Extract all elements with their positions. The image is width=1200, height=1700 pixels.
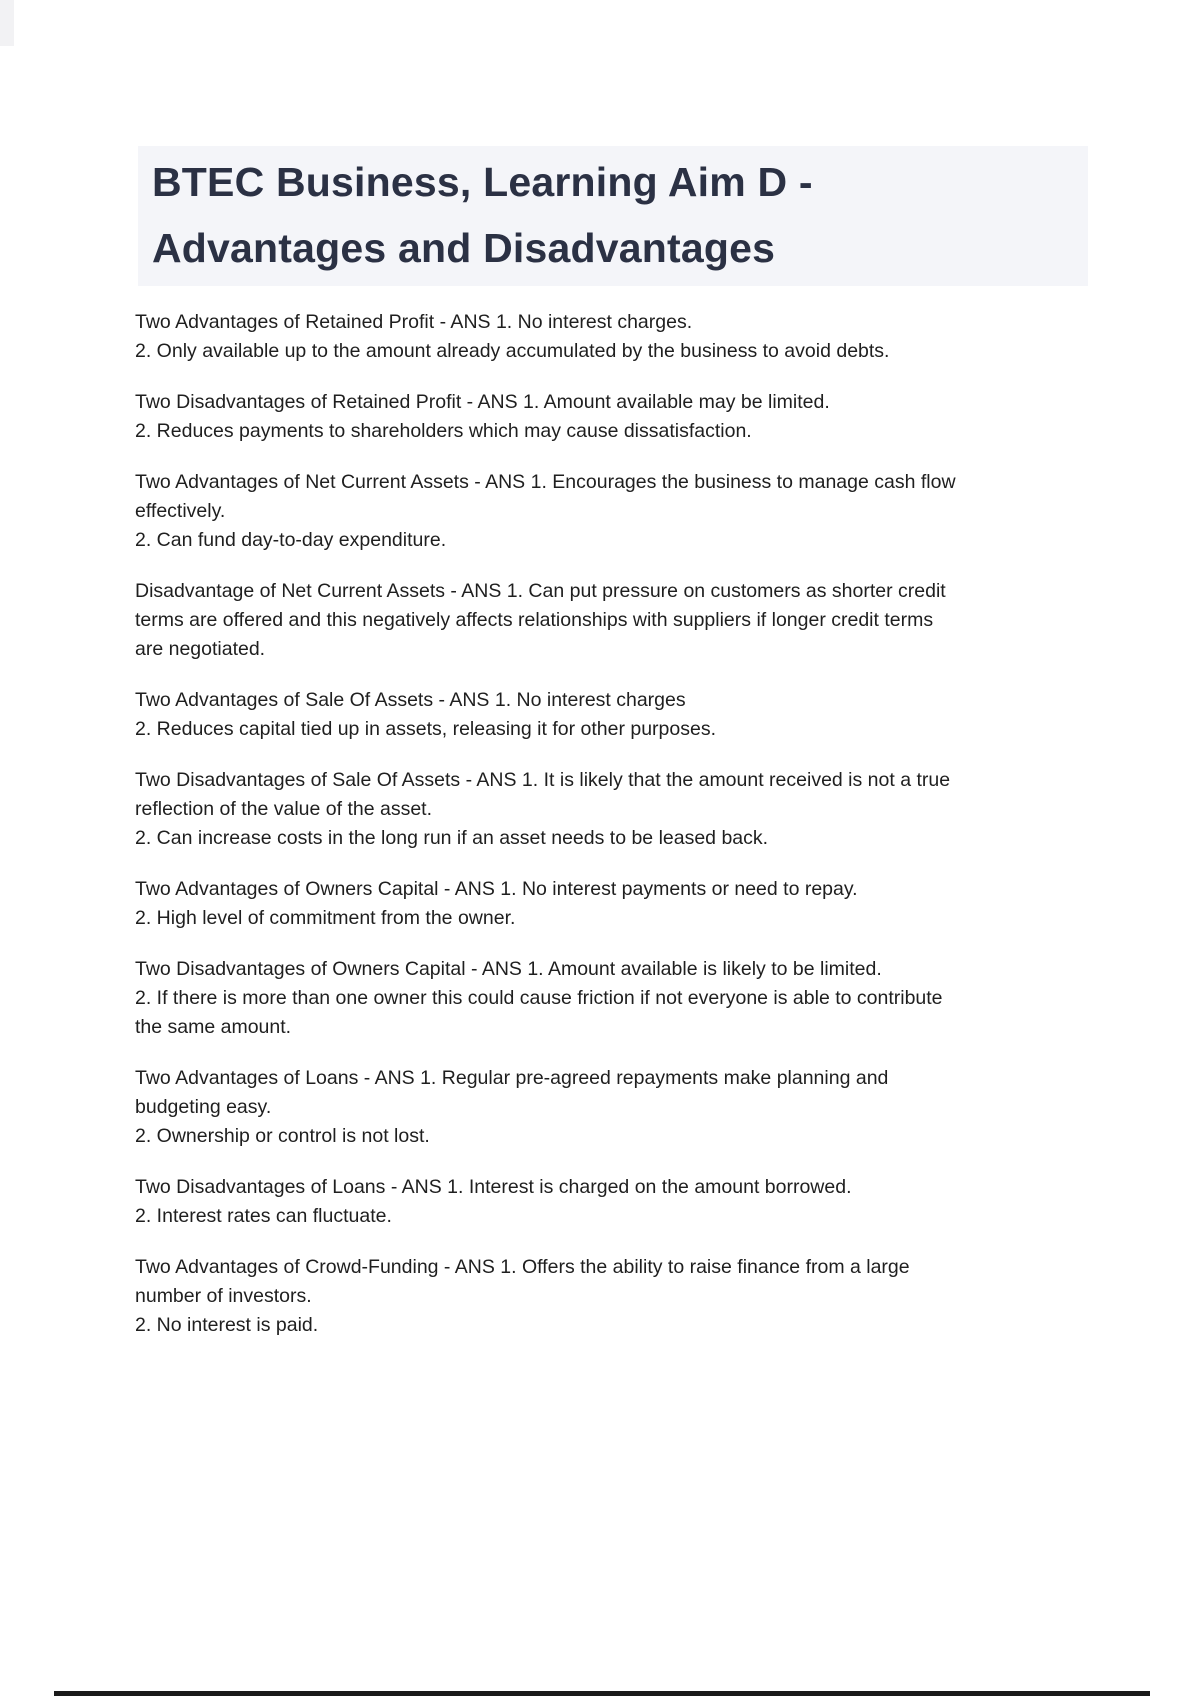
qa-line: Two Advantages of Crowd-Funding - ANS 1. Offers the ability to raise finance from a large	[135, 1256, 910, 1278]
qa-line: terms are offered and this negatively affects relationships with suppliers if longer credit terms	[135, 609, 934, 631]
qa-line: 2. High level of commitment from the owner.	[135, 907, 516, 929]
qa-line: 2. Reduces capital tied up in assets, releasing it for other purposes.	[135, 718, 716, 740]
qa-paragraph	[135, 1064, 1080, 1151]
page-title-line-2: Advantages and Disadvantages	[152, 225, 776, 271]
qa-paragraph	[135, 308, 1080, 366]
qa-paragraph	[135, 766, 1080, 853]
qa-line: Two Advantages of Sale Of Assets - ANS 1. No interest charges	[135, 689, 686, 711]
qa-line: Two Advantages of Net Current Assets - ANS 1. Encourages the business to manage cash flow	[135, 471, 956, 493]
qa-line: Two Disadvantages of Retained Profit - ANS 1. Amount available may be limited.	[135, 391, 830, 413]
qa-line: effectively.	[135, 500, 226, 522]
qa-line: budgeting easy.	[135, 1096, 272, 1118]
footer-rule	[54, 1691, 1150, 1696]
qa-paragraph	[135, 955, 1080, 1042]
qa-paragraph	[135, 1173, 1080, 1231]
qa-line: Two Disadvantages of Sale Of Assets - ANS 1. It is likely that the amount received is not a true	[135, 769, 951, 791]
scrollbar-artifact	[0, 0, 14, 46]
page-title-line-1: BTEC Business, Learning Aim D -	[152, 159, 813, 205]
qa-line: 2. Can fund day-to-day expenditure.	[135, 529, 447, 551]
qa-line: Two Advantages of Owners Capital - ANS 1. No interest payments or need to repay.	[135, 878, 858, 900]
qa-line: Two Disadvantages of Loans - ANS 1. Interest is charged on the amount borrowed.	[135, 1176, 852, 1198]
qa-line: Two Advantages of Retained Profit - ANS 1. No interest charges.	[135, 311, 693, 333]
qa-line: Two Disadvantages of Owners Capital - ANS 1. Amount available is likely to be limited.	[135, 958, 882, 980]
qa-line: 2. Interest rates can fluctuate.	[135, 1205, 392, 1227]
qa-paragraph	[135, 577, 1080, 664]
qa-line: number of investors.	[135, 1285, 312, 1307]
qa-line: 2. If there is more than one owner this could cause friction if not everyone is able to contribute	[135, 987, 943, 1009]
qa-line: are negotiated.	[135, 638, 266, 660]
qa-paragraph	[135, 388, 1080, 446]
title-block	[138, 146, 1088, 286]
qa-line: 2. Can increase costs in the long run if an asset needs to be leased back.	[135, 827, 769, 849]
qa-line: 2. Only available up to the amount already accumulated by the business to avoid debts.	[135, 340, 890, 362]
qa-line: 2. Ownership or control is not lost.	[135, 1125, 430, 1147]
qa-line: 2. Reduces payments to shareholders which may cause dissatisfaction.	[135, 420, 752, 442]
qa-line: reflection of the value of the asset.	[135, 798, 433, 820]
qa-line: Two Advantages of Loans - ANS 1. Regular pre-agreed repayments make planning and	[135, 1067, 889, 1089]
qa-paragraph	[135, 875, 1080, 933]
qa-paragraph	[135, 468, 1080, 555]
qa-paragraph	[135, 1253, 1080, 1340]
qa-content	[135, 308, 1080, 1362]
page-title	[138, 146, 1088, 281]
qa-line: the same amount.	[135, 1016, 292, 1038]
qa-line: 2. No interest is paid.	[135, 1314, 319, 1336]
qa-paragraph	[135, 686, 1080, 744]
qa-line: Disadvantage of Net Current Assets - ANS 1. Can put pressure on customers as shorter credit	[135, 580, 946, 602]
